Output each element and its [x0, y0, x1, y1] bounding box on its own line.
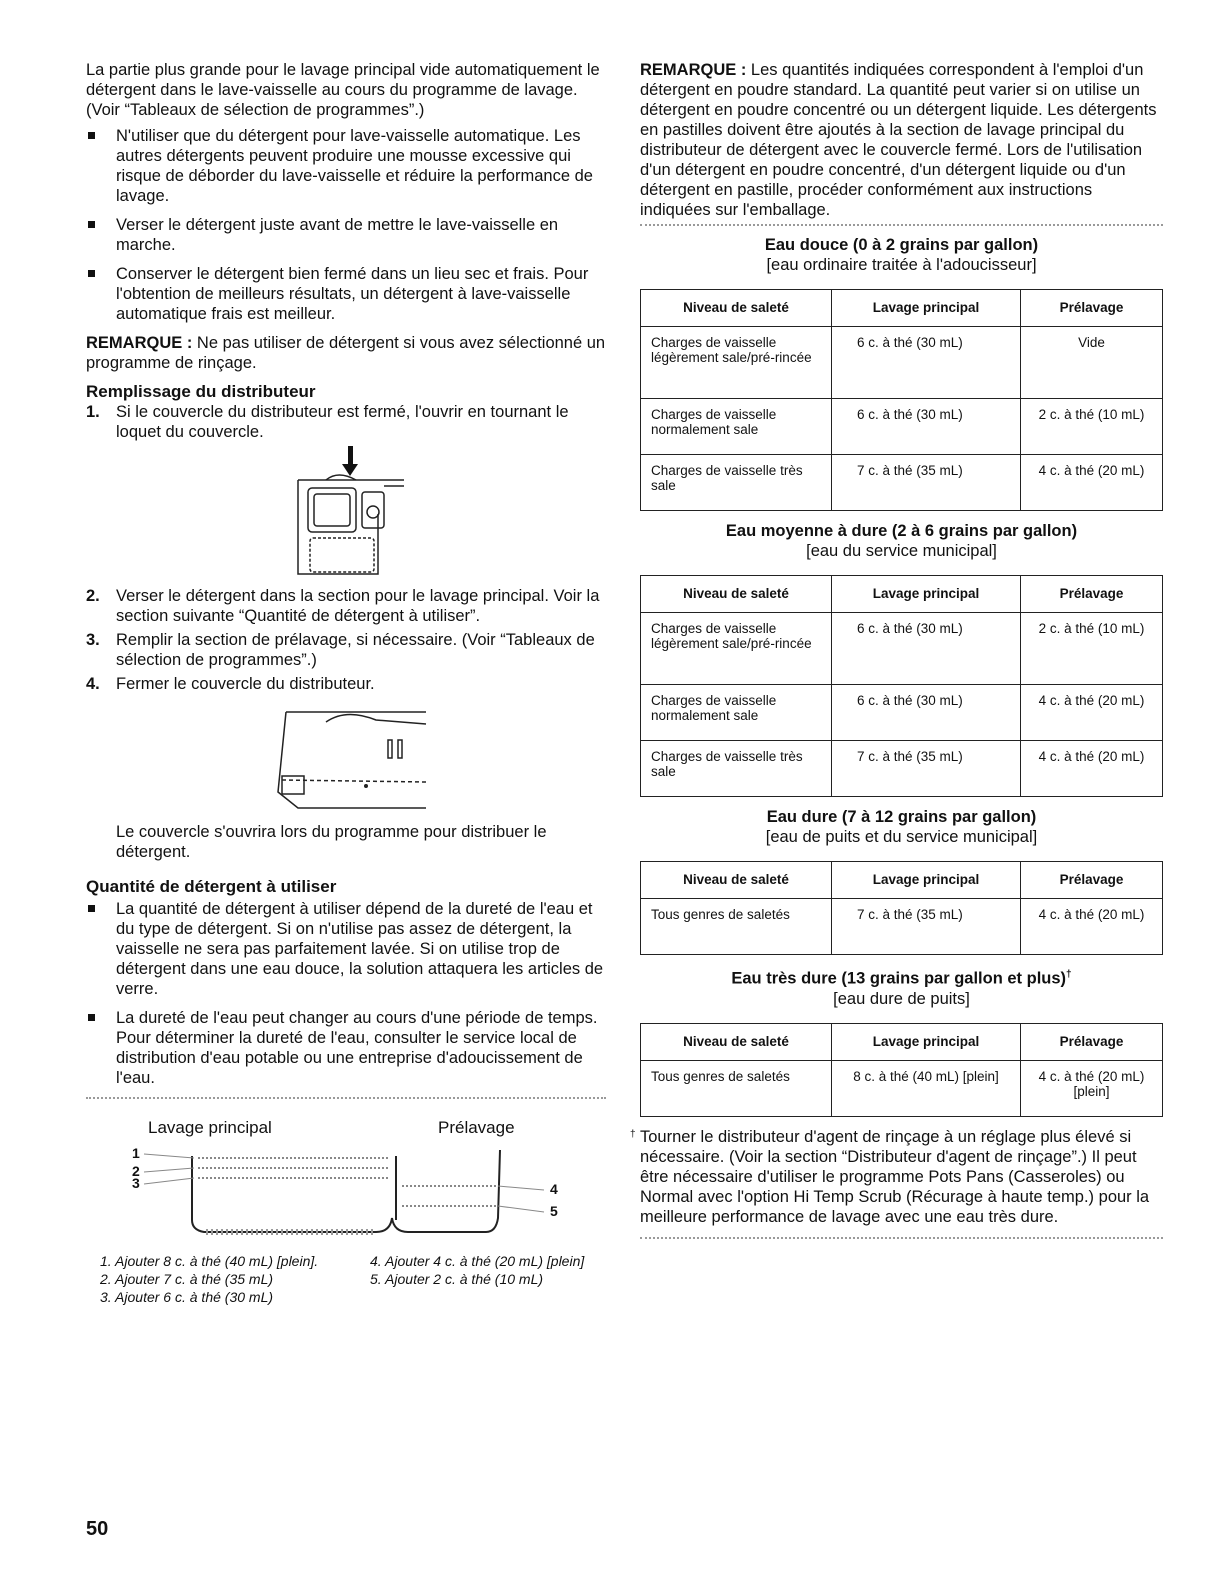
divider — [86, 1097, 606, 1102]
note-text: Les quantités indiquées correspondent à l'emploi d'un détergent en poudre standard. La quantité peut varier si on utilise un détergent en poudre concentré ou un détergent liquide. Les détergents en pastilles doivent être ajoutés à la section de lavage principal du distributeur de détergent avec le couvercle fermé. Lors de l'utilisation d'un détergent en poudre concentré, d'un détergent liquide ou d'un détergent en pastille, procéder conformément aux instructions indiquées sur l'emballage. — [640, 61, 1157, 219]
list-item: N'utiliser que du détergent pour lave-vaisselle automatique. Les autres détergents peuvent produire une mousse excessive qui risque de déborder du lave-vaisselle et réduire la performance de lavage. — [86, 126, 606, 206]
intro-paragraph: La partie plus grande pour le lavage principal vide automatiquement le détergent dans le lave-vaisselle au cours du programme de lavage. (Voir “Tableaux de sélection de programmes”.) — [86, 61, 600, 119]
caption-item: 1. Ajouter 8 c. à thé (40 mL) [plein]. — [100, 1253, 319, 1269]
list-item: Verser le détergent juste avant de mettre le lave-vaisselle en marche. — [86, 215, 606, 255]
caption-item: 5. Ajouter 2 c. à thé (10 mL) — [370, 1271, 544, 1287]
table-row — [641, 741, 1163, 797]
step-text: Fermer le couvercle du distributeur. — [116, 675, 375, 693]
very-hard-water-table — [640, 1023, 1163, 1117]
cell-pre: 4 c. à thé (20 mL) — [1021, 899, 1163, 955]
header-main-wash: Lavage principal — [832, 576, 1021, 613]
header-soil-level: Niveau de saleté — [641, 1023, 832, 1060]
step-item — [86, 674, 606, 694]
header-prewash: Prélavage — [1021, 1023, 1163, 1060]
caption-item: 4. Ajouter 4 c. à thé (20 mL) [plein] — [370, 1253, 585, 1269]
list-item: La dureté de l'eau peut changer au cours d'une période de temps. Pour déterminer la dureté de l'eau, consulter le service local de distribution d'eau potable ou une entreprise d'adoucissement de l'eau. — [86, 1008, 606, 1088]
cell-pre: 4 c. à thé (20 mL) — [1021, 455, 1163, 511]
table-heading — [640, 521, 1163, 561]
soft-water-table — [640, 289, 1163, 511]
diagram-labels — [86, 1106, 606, 1136]
table-row — [641, 899, 1163, 955]
table-heading — [640, 235, 1163, 275]
quantity-list — [86, 899, 606, 1088]
marker-5: 5 — [550, 1203, 558, 1219]
dispenser-closed-illustration — [86, 700, 606, 812]
divider — [640, 224, 1163, 229]
table-title — [640, 965, 1163, 989]
label-prewash: Prélavage — [438, 1118, 515, 1137]
table-subtitle: [eau ordinaire traitée à l'adoucisseur] — [766, 256, 1037, 274]
table-subtitle: [eau de puits et du service municipal] — [765, 828, 1038, 846]
table-header-row — [641, 1023, 1163, 1060]
cell-soil: Charges de vaisselle légèrement sale/pré-rincée — [641, 327, 832, 399]
table-header-row — [641, 290, 1163, 327]
step-number: 2. — [86, 587, 100, 605]
header-soil-level: Niveau de saleté — [641, 576, 832, 613]
table-heading — [640, 965, 1163, 1009]
table-title: Eau douce (0 à 2 grains par gallon) — [764, 236, 1039, 254]
cell-main: 6 c. à thé (30 mL) — [832, 613, 1021, 685]
table-row — [641, 327, 1163, 399]
cover-note: Le couvercle s'ouvrira lors du programme pour distribuer le détergent. — [116, 823, 547, 861]
table-header-row — [641, 862, 1163, 899]
step-item — [86, 586, 606, 626]
header-prewash: Prélavage — [1021, 576, 1163, 613]
header-main-wash: Lavage principal — [832, 862, 1021, 899]
step-item — [86, 402, 606, 442]
hard-water-table — [640, 861, 1163, 955]
cell-soil: Charges de vaisselle normalement sale — [641, 685, 832, 741]
diagram-captions — [100, 1252, 606, 1306]
header-prewash: Prélavage — [1021, 862, 1163, 899]
cell-pre: 4 c. à thé (20 mL) — [1021, 741, 1163, 797]
table-title: Eau moyenne à dure (2 à 6 grains par gallon) — [725, 522, 1078, 540]
cell-main: 6 c. à thé (30 mL) — [832, 685, 1021, 741]
header-soil-level: Niveau de saleté — [641, 862, 832, 899]
header-soil-level: Niveau de saleté — [641, 290, 832, 327]
list-item: La quantité de détergent à utiliser dépend de la dureté de l'eau et du type de détergent. Si on n'utilise pas assez de détergent, la vaisselle ne sera pas parfaitement lavée. Si on utilise trop de détergent dans une eau douce, la solution attaquera les articles de verre. — [86, 899, 606, 999]
step-text: Verser le détergent dans la section pour le lavage principal. Voir la section suivante “Quantité de détergent à utiliser”. — [116, 587, 600, 625]
note-label: REMARQUE : — [640, 61, 747, 79]
cell-main: 6 c. à thé (30 mL) — [832, 399, 1021, 455]
table-row — [641, 1060, 1163, 1116]
table-subtitle: [eau du service municipal] — [806, 542, 997, 560]
table-header-row — [641, 576, 1163, 613]
cell-main: 7 c. à thé (35 mL) — [832, 455, 1021, 511]
cell-main: 7 c. à thé (35 mL) — [832, 741, 1021, 797]
label-main-wash: Lavage principal — [148, 1118, 272, 1137]
cell-soil: Charges de vaisselle très sale — [641, 741, 832, 797]
table-row — [641, 399, 1163, 455]
heading-fill-dispenser: Remplissage du distributeur — [86, 382, 316, 401]
title-text: Eau très dure (13 grains par gallon et plus) — [731, 969, 1067, 988]
detergent-tips-list — [86, 126, 606, 324]
step-text: Si le couvercle du distributeur est fermé, l'ouvrir en tournant le loquet du couvercle. — [116, 403, 569, 441]
caption-item: 3. Ajouter 6 c. à thé (30 mL) — [100, 1289, 274, 1305]
rinse-note — [86, 333, 606, 373]
header-prewash: Prélavage — [1021, 290, 1163, 327]
cell-pre: 2 c. à thé (10 mL) — [1021, 399, 1163, 455]
left-column — [86, 60, 606, 1306]
caption-item: 2. Ajouter 7 c. à thé (35 mL) — [100, 1271, 274, 1287]
cell-main: 6 c. à thé (30 mL) — [832, 327, 1021, 399]
title-mark: † — [1066, 969, 1072, 980]
step-number: 3. — [86, 631, 100, 649]
divider — [640, 1237, 1163, 1242]
note-label: REMARQUE : — [86, 334, 193, 352]
step-number: 1. — [86, 403, 100, 421]
cell-pre: Vide — [1021, 327, 1163, 399]
fill-steps — [86, 402, 606, 442]
caption-item — [370, 1288, 620, 1306]
medium-hard-water-table — [640, 575, 1163, 797]
table-row — [641, 685, 1163, 741]
page-number: 50 — [86, 1518, 109, 1540]
table-title: Eau dure (7 à 12 grains par gallon) — [766, 808, 1037, 826]
cell-pre: 2 c. à thé (10 mL) — [1021, 613, 1163, 685]
footnote-mark: † — [630, 1128, 636, 1140]
note-text: Ne pas utiliser de détergent si vous avez sélectionné un programme de rinçage. — [86, 334, 606, 372]
cell-soil: Charges de vaisselle normalement sale — [641, 399, 832, 455]
dispenser-fill-levels-diagram — [86, 1142, 606, 1246]
table-row — [641, 613, 1163, 685]
cell-soil: Tous genres de saletés — [641, 1060, 832, 1116]
footnote-text: Tourner le distributeur d'agent de rinçage à un réglage plus élevé si nécessaire. (Voir la section “Distributeur d'agent de rinçage”.) Il peut être nécessaire d'utiliser le programme Pots Pans (Casseroles) ou Normal avec l'option Hi Temp Scrub (Récurage à haute temp.) pour la meilleure performance de lavage avec une eau très dure. — [640, 1127, 1150, 1226]
cell-main: 8 c. à thé (40 mL) [plein] — [832, 1060, 1021, 1116]
header-main-wash: Lavage principal — [832, 1023, 1021, 1060]
list-item: Conserver le détergent bien fermé dans un lieu sec et frais. Pour l'obtention de meilleurs résultats, un détergent à lave-vaisselle automatique frais est meilleur. — [86, 264, 606, 324]
marker-1: 1 — [132, 1145, 140, 1161]
table-row — [641, 455, 1163, 511]
cell-pre: 4 c. à thé (20 mL) — [1021, 685, 1163, 741]
marker-3: 3 — [132, 1175, 140, 1191]
marker-2: 2 — [132, 1163, 140, 1179]
header-main-wash: Lavage principal — [832, 290, 1021, 327]
step-number: 4. — [86, 675, 100, 693]
right-column — [630, 60, 1163, 1246]
cell-soil: Charges de vaisselle très sale — [641, 455, 832, 511]
table-subtitle: [eau dure de puits] — [833, 989, 970, 1008]
fill-steps-continued — [86, 586, 606, 694]
quantities-note — [640, 60, 1163, 220]
step-text: Remplir la section de prélavage, si nécessaire. (Voir “Tableaux de sélection de programmes”.) — [116, 631, 595, 669]
cell-soil: Charges de vaisselle légèrement sale/pré-rincée — [641, 613, 832, 685]
table-heading — [640, 807, 1163, 847]
cell-soil: Tous genres de saletés — [641, 899, 832, 955]
dispenser-open-illustration — [86, 446, 606, 586]
cell-pre: 4 c. à thé (20 mL) [plein] — [1021, 1060, 1163, 1116]
step-item — [86, 630, 606, 670]
marker-4: 4 — [550, 1181, 558, 1197]
footnote — [630, 1127, 1163, 1227]
heading-quantity: Quantité de détergent à utiliser — [86, 877, 337, 896]
cell-main: 7 c. à thé (35 mL) — [832, 899, 1021, 955]
